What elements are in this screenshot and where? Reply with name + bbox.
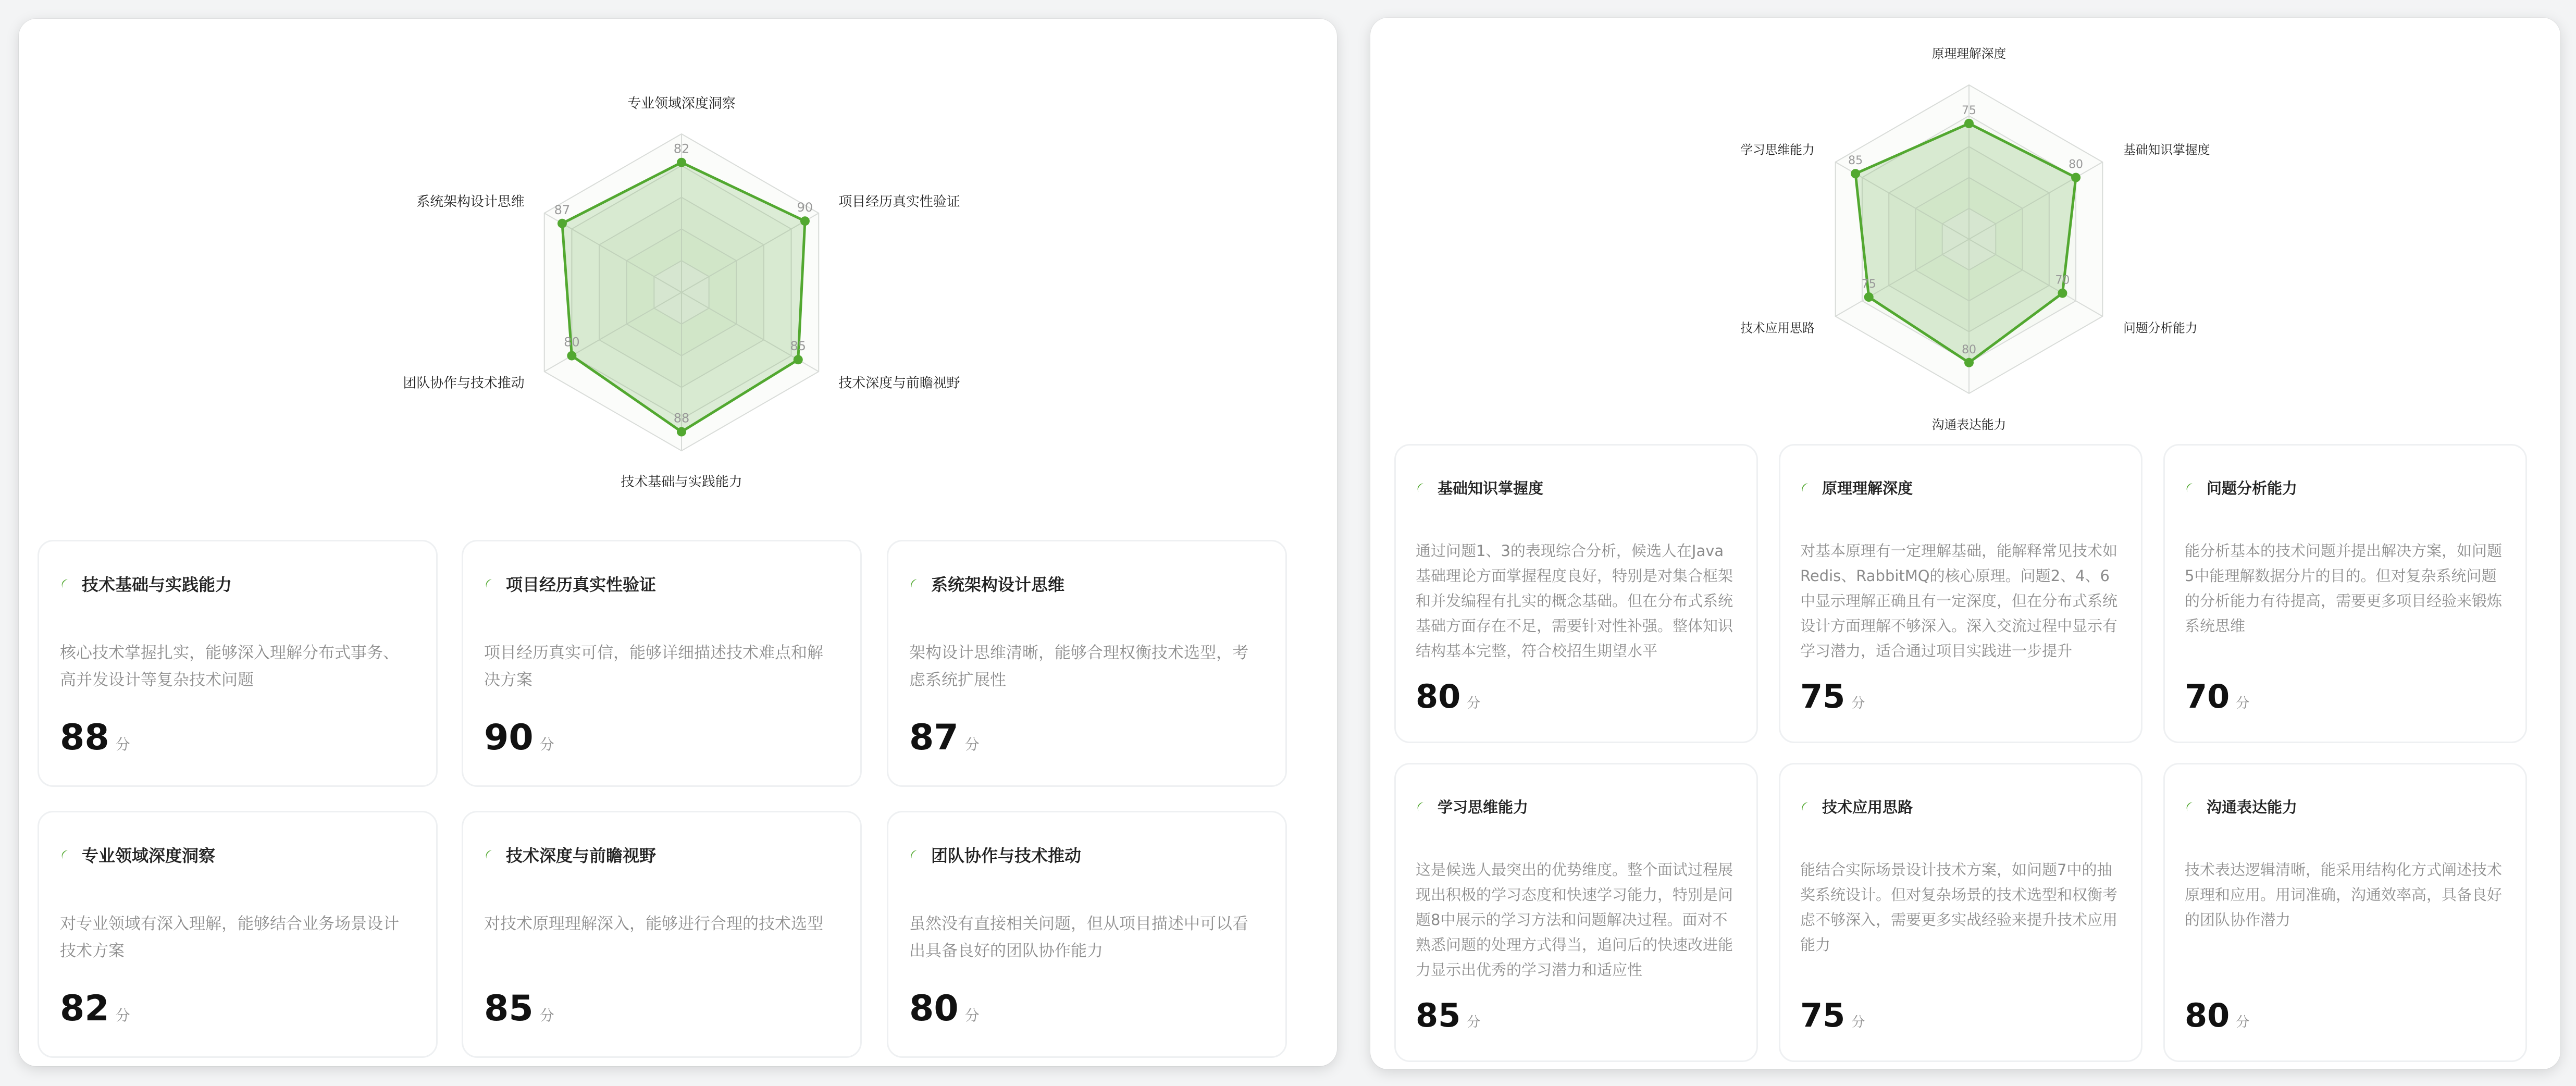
radar-value-label: 75: [1962, 104, 1976, 117]
card-title: 问题分析能力: [2207, 479, 2298, 497]
radar-value-label: 80: [564, 335, 580, 350]
score-unit: 分: [1851, 1015, 1865, 1030]
radar-value-label: 90: [797, 200, 813, 215]
dimension-card: [38, 540, 438, 787]
dimension-card: [1779, 444, 2142, 743]
score-unit: 分: [964, 1007, 980, 1024]
card-description: 虽然没有直接相关问题，但从项目描述中可以看出具备良好的团队协作能力: [909, 915, 1248, 960]
score-value: 82: [60, 988, 109, 1029]
card-title: 基础知识掌握度: [1438, 479, 1544, 497]
radar-point: [800, 216, 810, 226]
radar-point: [2058, 289, 2067, 298]
radar-value-label: 88: [673, 411, 690, 426]
score-unit: 分: [539, 736, 554, 753]
leaf-icon: [2185, 483, 2195, 493]
radar-axis-label: 技术基础与实践能力: [621, 474, 742, 490]
score-value: 87: [909, 717, 959, 758]
card-description: 核心技术掌握扎实，能够深入理解分布式事务、高并发设计等复杂技术问题: [60, 644, 399, 689]
card-description: 能分析基本的技术问题并提出解决方案，如问题5中能理解数据分片的目的。但对复杂系统问题的分析能力有待提高，需要更多项目经验来锻炼系统思维: [2185, 542, 2503, 635]
radar-point: [677, 427, 686, 437]
leaf-icon: [60, 849, 70, 860]
score-unit: 分: [2236, 1015, 2250, 1030]
left-evaluation-panel: [19, 19, 1337, 1066]
card-title: 项目经历真实性验证: [506, 575, 657, 595]
score-value: 90: [484, 717, 534, 758]
leaf-icon: [2185, 801, 2195, 812]
score-unit: 分: [539, 1007, 554, 1024]
card-description: 能结合实际场景设计技术方案，如问题7中的抽奖系统设计。但对复杂场景的技术选型和权衡考虑不够深入，需要更多实战经验来提升技术应用能力: [1800, 861, 2118, 954]
card-title: 技术应用思路: [1822, 798, 1913, 816]
dimension-card: [1394, 763, 1758, 1062]
card-title: 技术深度与前瞻视野: [506, 846, 657, 866]
leaf-icon: [1416, 483, 1426, 493]
radar-axis-label: 问题分析能力: [2123, 320, 2198, 336]
radar-point: [1964, 358, 1974, 367]
radar-value-label: 82: [673, 141, 690, 156]
radar-axis-label: 基础知识掌握度: [2123, 142, 2210, 157]
card-title: 团队协作与技术推动: [931, 846, 1082, 866]
radar-point: [2071, 173, 2080, 182]
score-unit: 分: [115, 1007, 130, 1024]
radar-axis-label: 项目经历真实性验证: [838, 194, 960, 210]
score-unit: 分: [964, 736, 980, 753]
radar-value-label: 87: [554, 202, 571, 217]
radar-axis-label: 专业领域深度洞察: [627, 96, 736, 112]
dimension-card: [887, 811, 1287, 1058]
radar-axis-label: 学习思维能力: [1740, 142, 1815, 157]
card-description: 这是候选人最突出的优势维度。整个面试过程展现出积极的学习态度和快速学习能力，特别是问题8中展示的学习方法和问题解决过程。面对不熟悉问题的处理方式得当，追问后的快速改进能力显示出优秀的学习潜力和适应性: [1416, 861, 1733, 979]
leaf-icon: [1416, 801, 1426, 812]
radar-value-label: 80: [2069, 158, 2084, 171]
score-unit: 分: [1467, 1015, 1481, 1030]
score-value: 75: [1800, 996, 1846, 1034]
score-value: 80: [1416, 677, 1461, 715]
dimension-card: [38, 811, 438, 1058]
leaf-icon: [909, 578, 920, 589]
leaf-icon: [484, 849, 494, 860]
radar-value-label: 85: [790, 339, 807, 354]
card-description: 对技术原理理解深入，能够进行合理的技术选型: [484, 915, 823, 933]
radar-value-label: 75: [1861, 278, 1876, 291]
dimension-card: [1779, 763, 2142, 1062]
card-title: 技术基础与实践能力: [82, 575, 232, 595]
score-value: 85: [1416, 996, 1461, 1034]
card-description: 通过问题1、3的表现综合分析，候选人在Java基础理论方面掌握程度良好，特别是对集合框架和并发编程有扎实的概念基础。但在分布式系统基础方面存在不足，需要针对性补强。整体知识结构基本完整，符合校招生期望水平: [1416, 542, 1733, 660]
radar-axis-label: 技术深度与前瞻视野: [838, 375, 960, 391]
radar-axis-label: 技术应用思路: [1740, 320, 1815, 336]
radar-axis-label: 团队协作与技术推动: [403, 375, 525, 391]
radar-point: [1964, 119, 1974, 128]
leaf-icon: [484, 578, 494, 589]
score-value: 88: [60, 717, 109, 758]
score-unit: 分: [2236, 696, 2250, 711]
radar-chart-left: [331, 66, 1024, 535]
card-description: 对基本原理有一定理解基础，能解释常见技术如Redis、RabbitMQ的核心原理。问题2、4、6中显示理解正确且有一定深度，但在分布式系统设计方面理解不够深入。深入交流过程中显示有学习潜力，适合通过项目实践进一步提升: [1800, 542, 2118, 660]
dimension-card: [1394, 444, 1758, 743]
card-title: 学习思维能力: [1438, 798, 1529, 816]
dimension-card: [887, 540, 1287, 787]
leaf-icon: [1800, 483, 1811, 493]
radar-axis-label: 沟通表达能力: [1931, 417, 2007, 432]
radar-value-label: 85: [1848, 154, 1863, 168]
radar-axis-label: 系统架构设计思维: [416, 194, 525, 210]
radar-point: [677, 158, 686, 167]
dimension-card: [2163, 763, 2527, 1062]
score-unit: 分: [1467, 696, 1481, 711]
score-unit: 分: [1851, 696, 1865, 711]
leaf-icon: [60, 578, 70, 589]
leaf-icon: [1800, 801, 1811, 812]
card-description: 对专业领域有深入理解，能够结合业务场景设计技术方案: [60, 915, 399, 960]
score-value: 75: [1800, 677, 1846, 715]
dimension-card: [2163, 444, 2527, 743]
score-value: 85: [484, 988, 534, 1029]
radar-value-label: 70: [2055, 274, 2070, 287]
card-description: 项目经历真实可信，能够详细描述技术难点和解决方案: [484, 644, 823, 689]
card-description: 技术表达逻辑清晰，能采用结构化方式阐述技术原理和应用。用词准确，沟通效率高，具备良好的团队协作潜力: [2185, 861, 2503, 929]
radar-point: [794, 355, 803, 364]
score-value: 80: [2185, 996, 2230, 1034]
radar-value-label: 80: [1962, 343, 1976, 356]
radar-point: [558, 219, 567, 228]
right-evaluation-panel: [1370, 18, 2560, 1069]
dimension-card: [462, 540, 862, 787]
card-title: 系统架构设计思维: [931, 575, 1065, 595]
card-title: 专业领域深度洞察: [82, 846, 216, 866]
radar-point: [1864, 292, 1874, 302]
card-title: 原理理解深度: [1822, 479, 1913, 497]
radar-point: [567, 351, 576, 361]
dimension-card: [462, 811, 862, 1058]
radar-chart-right: [1709, 18, 2282, 432]
radar-axis-label: 原理理解深度: [1931, 46, 2007, 61]
score-value: 80: [909, 988, 959, 1029]
card-title: 沟通表达能力: [2207, 798, 2298, 816]
leaf-icon: [909, 849, 920, 860]
score-value: 70: [2185, 677, 2230, 715]
radar-point: [1851, 169, 1860, 178]
card-description: 架构设计思维清晰，能够合理权衡技术选型，考虑系统扩展性: [909, 644, 1248, 689]
score-unit: 分: [115, 736, 130, 753]
